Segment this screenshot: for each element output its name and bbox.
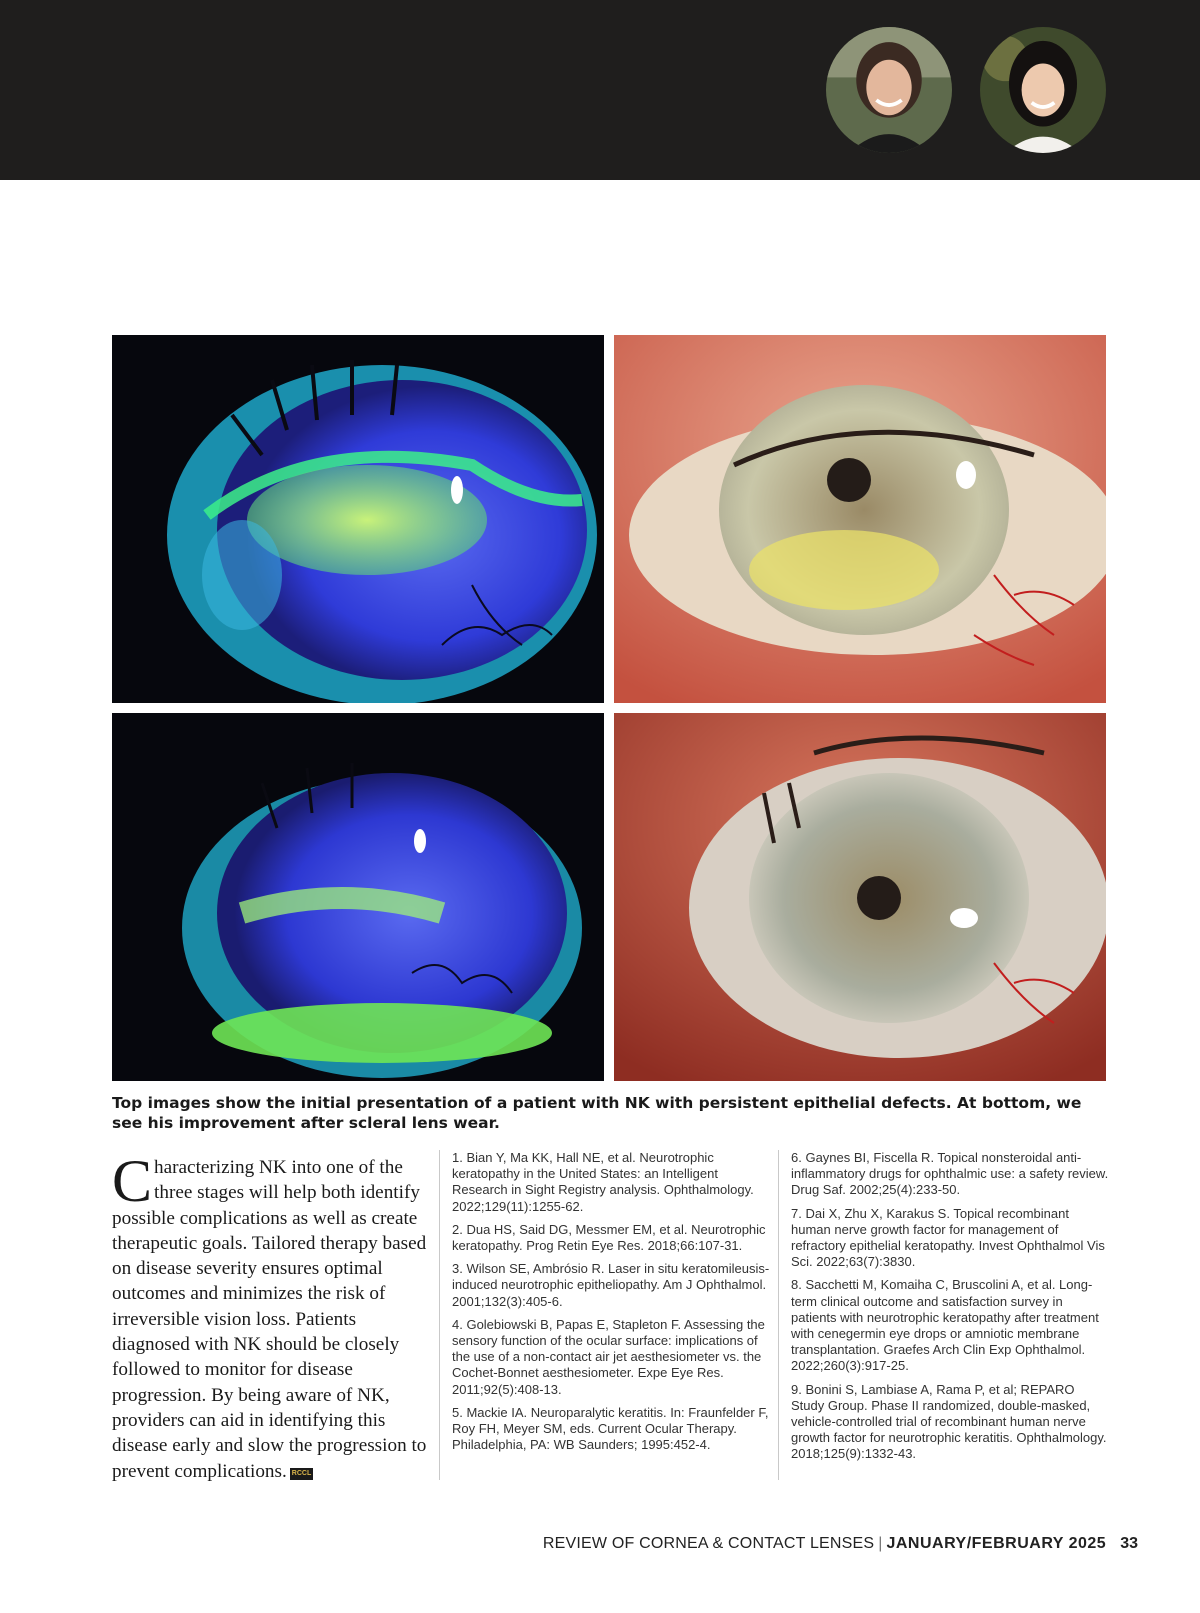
end-mark-icon: RCCL (290, 1468, 313, 1480)
references-column-1 (439, 1150, 770, 1480)
issue-date: JANUARY/FEBRUARY 2025 (886, 1535, 1107, 1552)
reference-item: 4. Golebiowski B, Papas E, Stapleton F. Assessing the sensory function of the ocular surface: implications of the use of a non-contact air jet aesthesiometer vs. the Cochet-Bonnet aesthesiometer. Expe Eye Res. 2011;92(5):408-13. (452, 1316, 765, 1397)
page-footer (543, 1535, 1138, 1553)
body-paragraph (112, 1148, 430, 1484)
reference-item: 5. Mackie IA. Neuroparalytic keratitis. In: Fraunfelder F, Roy FH, Meyer SM, eds. Current Ocular Therapy. Philadelphia, PA: WB Saunders; 1995:452-4. (452, 1404, 769, 1453)
author-photo-2 (980, 27, 1106, 153)
reference-item: 3. Wilson SE, Ambrósio R. Laser in situ keratomileusis-induced neurotrophic epitheliopathy. Am J Ophthalmol. 2001;132(3):405-6. (452, 1261, 770, 1309)
drop-cap: C (112, 1148, 153, 1214)
body-text: haracterizing NK into one of the three stages will help both identify possible complications as well as create therapeutic goals. Tailored therapy based on disease severity ensures optimal outcomes and minimizes the risk of irreversible vision loss. Patients diagnosed with NK should be closely followed to monitor for disease progression. By being aware of NK, providers can aid in identifying this disease early and slow the progression to prevent complications. (112, 1157, 427, 1482)
reference-item: 9. Bonini S, Lambiase A, Rama P, et al; REPARO Study Group. Phase II randomized, double-masked, vehicle-controlled trial of recombinant human nerve growth factor for neurotrophic keratitis. Ophthalmology. 2018;125(9):1332-43. (791, 1381, 1107, 1462)
reference-item: 6. Gaynes BI, Fiscella R. Topical nonsteroidal anti-inflammatory drugs for ophthalmic use: a safety review. Drug Saf. 2002;25(4):233-50. (791, 1150, 1109, 1198)
eye-photo-fluorescein-after (112, 713, 604, 1081)
references-column-2 (778, 1150, 1109, 1480)
reference-item: 1. Bian Y, Ma KK, Hall NE, et al. Neurotrophic keratopathy in the United States: an Intelligent Research in Sight Registry analysis. Ophthalmology. 2022;129(11):1255-62. (452, 1150, 754, 1214)
footer-separator: | (878, 1535, 883, 1552)
publication-name: REVIEW OF CORNEA & CONTACT LENSES (542, 1535, 875, 1552)
reference-item: 7. Dai X, Zhu X, Karakus S. Topical recombinant human nerve growth factor for management of refractory epithelial keratopathy. Invest Ophthalmol Vis Sci. 2022;63(7):3830. (791, 1205, 1105, 1270)
reference-item: 2. Dua HS, Said DG, Messmer EM, et al. Neurotrophic keratopathy. Prog Retin Eye Res. 2018;66:107-31. (452, 1221, 766, 1254)
figure-caption: Top images show the initial presentation of a patient with NK with persistent epithelial defects. At bottom, we see his improvement after scleral lens wear. (112, 1094, 1082, 1132)
reference-item: 8. Sacchetti M, Komaiha C, Bruscolini A, et al. Long-term clinical outcome and satisfaction survey in patients with neurotrophic keratopathy after treatment with cenegermin eye drops or amniotic membrane transplantation. Graefes Arch Clin Exp Ophthalmol. 2022;260(3):917-25. (791, 1277, 1099, 1374)
author-photo-1 (826, 27, 952, 153)
eye-photo-white-light-after (614, 713, 1106, 1081)
header-bar (0, 0, 1200, 180)
eye-photo-white-light-initial (614, 335, 1106, 703)
eye-photo-fluorescein-initial (112, 335, 604, 703)
page-number: 33 (1120, 1535, 1138, 1552)
